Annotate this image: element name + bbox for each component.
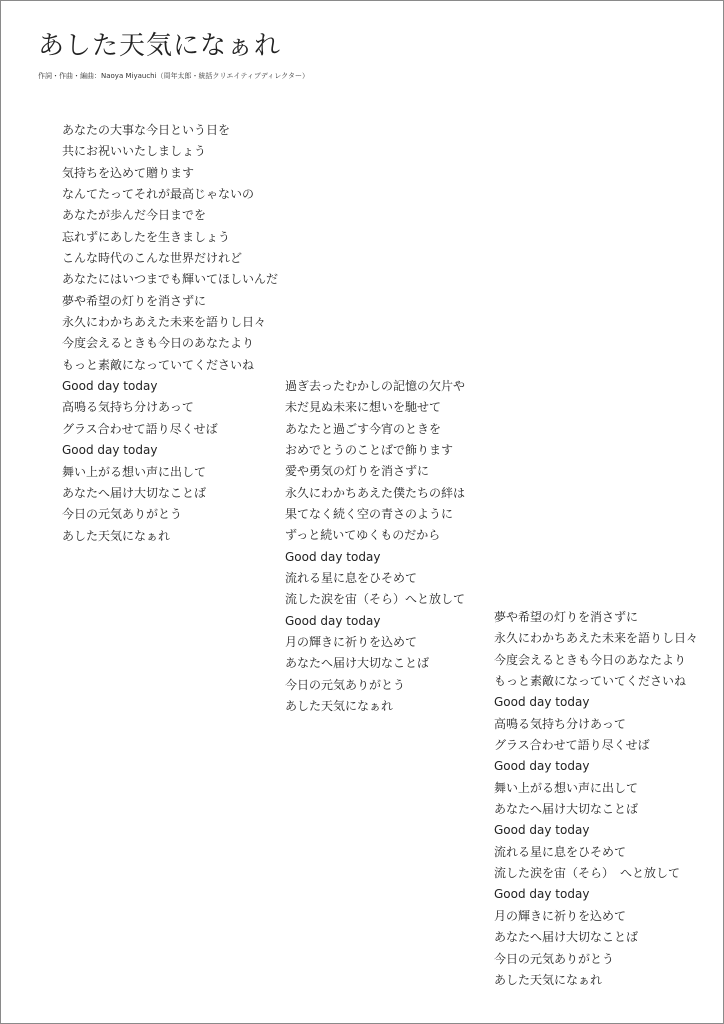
lyrics-column-1 [62,120,278,547]
lyric-line: あなたへ届け大切なことば [62,485,207,500]
lyric-line: 流れる星に息をひそめて [494,844,627,859]
lyric-line: 永久にわかちあえた未来を語りし日々 [62,315,267,330]
lyric-line: こんな時代のこんな世界だけれど [62,251,243,266]
lyric-line: 忘れずにあしたを生きましょう [62,229,231,244]
lyric-line: あなたの大事な今日という日を [62,123,231,137]
lyric-line: あなたと過ごす今宵のときを [285,421,442,436]
lyric-line: 月の輝きに祈りを込めて [285,635,418,650]
lyric-line: Good day today [62,443,158,458]
lyric-line: Good day today [494,695,590,710]
lyric-line: 未だ見ぬ未来に想いを馳せて [285,400,442,415]
lyric-line: あなたへ届け大切なことば [285,656,430,671]
lyric-line: 永久にわかちあえた未来を語りし日々 [494,631,699,646]
lyrics-column-3 [494,607,698,991]
lyric-line: あなたへ届け大切なことば [494,930,639,945]
lyric-line: グラス合わせて語り尽くせば [494,738,650,753]
lyric-line: もっと素敵になっていてくださいね [62,357,255,372]
lyric-line: 月の輝きに祈りを込めて [494,908,627,923]
lyric-line: 共にお祝いいたしましょう [62,144,207,159]
lyric-line: 今日の元気ありがとう [494,951,615,966]
lyric-line: 今度会えるときも今日のあなたより [494,652,687,667]
lyric-line: 今日の元気ありがとう [62,507,183,522]
lyric-line: 舞い上がる想い声に出して [62,464,207,479]
lyric-line: グラス合わせて語り尽くせば [62,421,218,436]
lyric-line: 愛や勇気の灯りを消さずに [285,464,430,479]
lyric-line: 気持ちを込めて贈ります [62,165,195,180]
lyric-line: あした天気になぁれ [285,699,394,714]
lyric-line: 夢や希望の灯りを消さずに [62,293,207,308]
song-title: あした天気になぁれ [38,31,282,61]
lyric-line: 永久にわかちあえた僕たちの絆は [285,485,466,500]
lyric-line: Good day today [62,379,158,394]
lyric-line: 過ぎ去ったむかしの記憶の欠片や [285,379,466,393]
lyric-line: 高鳴る気持ち分けあって [494,716,626,731]
lyric-line: なんてたってそれが最高じゃないの [62,187,255,202]
lyric-line: Good day today [285,549,381,564]
lyric-line: あなたにはいつまでも輝いてほしいんだ [62,272,279,287]
lyric-line: おめでとうのことばで飾ります [285,443,454,458]
lyric-line: 今度会えるときも今日のあなたより [62,336,255,351]
lyric-line: 今日の元気ありがとう [285,677,406,692]
song-credit: 作詞・作曲・編曲：Naoya Miyauchi（周年太郎・統括クリエイティブディレクター） [38,72,310,80]
lyric-line: Good day today [494,759,590,774]
lyrics-column-2 [285,376,465,718]
lyric-line: あした天気になぁれ [62,528,171,543]
lyric-line: 高鳴る気持ち分けあって [62,400,194,415]
lyric-line: Good day today [494,823,590,838]
lyric-line: ずっと続いてゆくものだから [285,528,441,543]
lyric-line: 夢や希望の灯りを消さずに [494,610,639,624]
lyric-line: もっと素敵になっていてくださいね [494,674,687,689]
lyric-line: 流れる星に息をひそめて [285,571,418,586]
lyric-line: あした天気になぁれ [494,972,603,987]
lyric-line: 舞い上がる想い声に出して [494,780,639,795]
lyric-line: あなたが歩んだ今日までを [62,208,207,223]
lyric-line: 流した涙を宙（そら）へと放して [285,592,466,607]
lyric-line: Good day today [494,887,590,902]
lyric-line: 果てなく続く空の青さのように [285,507,454,522]
lyric-line: Good day today [285,613,381,628]
lyric-line: 流した涙を宙（そら） へと放して [494,866,681,881]
lyric-line: あなたへ届け大切なことば [494,802,639,817]
